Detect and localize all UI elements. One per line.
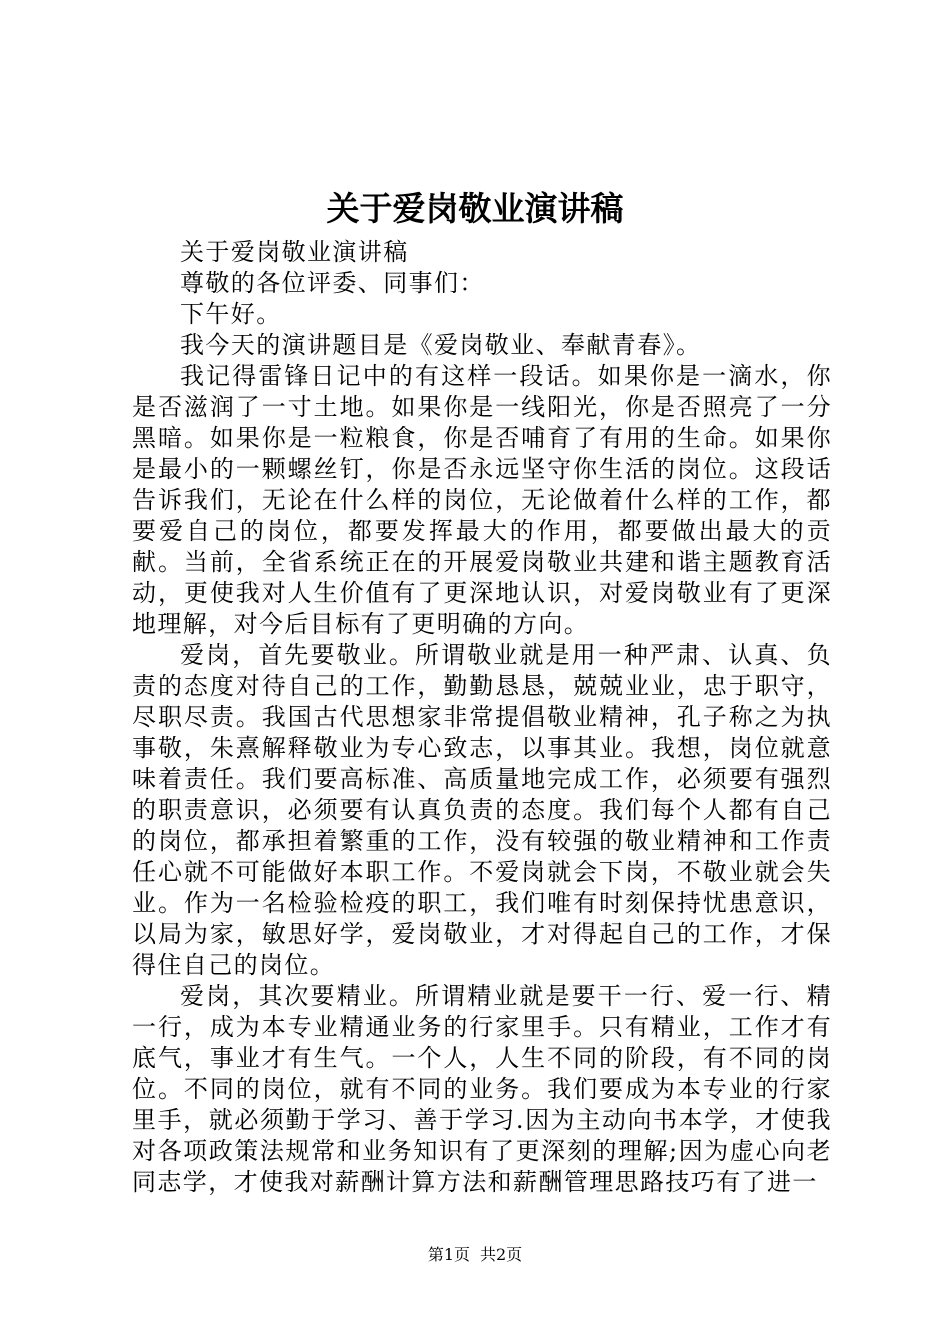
paragraph-greeting: 下午好。: [180, 300, 282, 328]
document-title: 关于爱岗敬业演讲稿: [326, 189, 624, 228]
paragraph-body: 爱岗，其次要精业。所谓精业就是要干一行、爱一行、精一行，成为本专业精通业务的行家里手。只有精业，工作才有底气，事业才有生气。一个人，人生不同的阶段，有不同的岗位。不同的岗位，就有不同的业务。我们要成为本专业的行家里手，就必须勤于学习、善于学习.因为主动向书本学，才使我对各项政策法规常和业务知识有了更深刻的理解;因为虚心向老同志学，才使我对薪酬计算方法和薪酬管理思路技巧有了进一: [132, 982, 832, 1196]
page-count: 共2页: [480, 1245, 523, 1264]
document-body: [132, 237, 832, 1198]
paragraph-salutation: 尊敬的各位评委、同事们：: [180, 269, 485, 297]
paragraph-heading: 关于爱岗敬业演讲稿: [180, 238, 409, 266]
paragraph-topic: 我今天的演讲题目是《爱岗敬业、奉献青春》。: [180, 331, 702, 359]
page-number: 第1页: [427, 1245, 470, 1264]
page-footer: [0, 1243, 950, 1267]
paragraph-body: 爱岗，首先要敬业。所谓敬业就是用一种严肃、认真、负责的态度对待自己的工作，勤勤恳恳，兢兢业业，忠于职守，尽职尽责。我国古代思想家非常提倡敬业精神，孔子称之为执事敬，朱熹解释敬业为专心致志，以事其业。我想，岗位就意味着责任。我们要高标准、高质量地完成工作，必须要有强烈的职责意识，必须要有认真负责的态度。我们每个人都有自己的岗位，都承担着繁重的工作，没有较强的敬业精神和工作责任心就不可能做好本职工作。不爱岗就会下岗，不敬业就会失业。作为一名检验检疫的职工，我们唯有时刻保持忧患意识，以局为家，敏思好学，爱岗敬业，才对得起自己的工作，才保得住自己的岗位。: [132, 641, 832, 979]
paragraph-body: 我记得雷锋日记中的有这样一段话。如果你是一滴水，你是否滋润了一寸土地。如果你是一线阳光，你是否照亮了一分黑暗。如果你是一粒粮食，你是否哺育了有用的生命。如果你是最小的一颗螺丝钉，你是否永远坚守你生活的岗位。这段话告诉我们，无论在什么样的岗位，无论做着什么样的工作，都要爱自己的岗位，都要发挥最大的作用，都要做出最大的贡献。当前，全省系统正在的开展爱岗敬业共建和谐主题教育活动，更使我对人生价值有了更深地认识，对爱岗敬业有了更深地理解，对今后目标有了更明确的方向。: [132, 362, 832, 638]
